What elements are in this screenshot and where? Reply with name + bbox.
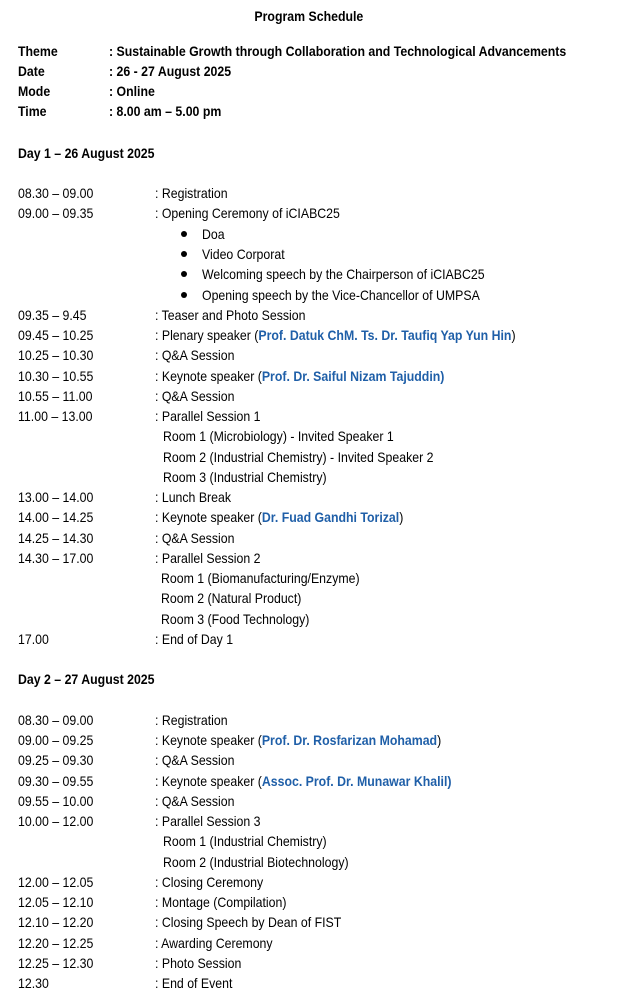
schedule-row <box>18 953 608 973</box>
schedule-row <box>18 811 608 831</box>
row-text: : Awarding Ceremony <box>155 935 273 951</box>
schedule-row <box>18 892 608 912</box>
speaker-name: Prof. Datuk ChM. Ts. Dr. Taufiq Yap Yun Hin <box>258 327 512 343</box>
room-item: Room 3 (Food Technology) <box>161 611 310 627</box>
row-time: 09.00 – 09.25 <box>18 732 94 748</box>
row-text: : Keynote speaker (Dr. Fuad Gandhi Torizal) <box>155 509 404 525</box>
row-time: 12.05 – 12.10 <box>18 894 94 910</box>
schedule-row <box>18 487 608 507</box>
row-text: : Keynote speaker (Prof. Dr. Rosfarizan Mohamad) <box>155 732 442 748</box>
meta-key: Theme <box>18 43 58 59</box>
schedule-row <box>18 366 608 386</box>
row-text: : Q&A Session <box>155 793 235 809</box>
room-item: Room 1 (Biomanufacturing/Enzyme) <box>161 570 360 586</box>
row-text: : Lunch Break <box>155 489 232 505</box>
row-text: : Registration <box>155 185 228 201</box>
row-text: : End of Day 1 <box>155 631 234 647</box>
row-text: : Parallel Session 2 <box>155 550 261 566</box>
day1-heading: Day 1 – 26 August 2025 <box>18 145 155 161</box>
row-time: 14.30 – 17.00 <box>18 550 94 566</box>
row-text: : Keynote speaker (Assoc. Prof. Dr. Munawar Khalil) <box>155 773 452 789</box>
meta-value: : 26 - 27 August 2025 <box>109 63 232 79</box>
row-text: : Q&A Session <box>155 752 235 768</box>
row-time: 09.00 – 09.35 <box>18 205 94 221</box>
row-time: 11.00 – 13.00 <box>18 408 93 424</box>
schedule-row <box>18 730 608 750</box>
room-item: Room 2 (Industrial Chemistry) - Invited Speaker 2 <box>163 449 434 465</box>
row-text: : Registration <box>155 712 228 728</box>
row-text: : End of Event <box>155 975 233 991</box>
row-text: : Photo Session <box>155 955 242 971</box>
row-text: : Teaser and Photo Session <box>155 307 306 323</box>
row-time: 08.30 – 09.00 <box>18 712 94 728</box>
room-item: Room 3 (Industrial Chemistry) <box>163 469 327 485</box>
row-time: 09.45 – 10.25 <box>18 327 94 343</box>
row-time: 13.00 – 14.00 <box>18 489 94 505</box>
row-text: : Closing Speech by Dean of FIST <box>155 914 342 930</box>
row-text: : Plenary speaker (Prof. Datuk ChM. Ts. Dr. Taufiq Yap Yun Hin) <box>155 327 516 343</box>
schedule-row <box>18 912 608 932</box>
schedule-row <box>18 629 608 649</box>
meta-value: : Sustainable Growth through Collaboration and Technological Advancements <box>109 43 567 59</box>
row-text: : Q&A Session <box>155 347 235 363</box>
row-text: : Closing Ceremony <box>155 874 264 890</box>
schedule-row <box>18 203 608 223</box>
room-item: Room 2 (Natural Product) <box>161 590 302 606</box>
row-text: : Opening Ceremony of iCIABC25 <box>155 205 340 221</box>
row-time: 14.25 – 14.30 <box>18 530 94 546</box>
schedule-row <box>18 933 608 953</box>
day2-heading: Day 2 – 27 August 2025 <box>18 671 155 687</box>
row-time: 14.00 – 14.25 <box>18 509 94 525</box>
row-time: 12.25 – 12.30 <box>18 955 94 971</box>
speaker-name: Prof. Dr. Rosfarizan Mohamad <box>261 732 438 748</box>
bullet-icon <box>181 271 187 277</box>
row-text: : Q&A Session <box>155 530 235 546</box>
meta-value: : Online <box>109 83 155 99</box>
speaker-name: Dr. Fuad Gandhi Torizal <box>261 509 400 525</box>
row-text: : Montage (Compilation) <box>155 894 287 910</box>
schedule-row <box>18 528 608 548</box>
meta-key: Date <box>18 63 45 79</box>
row-time: 12.30 <box>18 975 49 991</box>
row-time: 12.00 – 12.05 <box>18 874 94 890</box>
schedule-row <box>18 771 608 791</box>
schedule-row <box>18 973 608 993</box>
room-item: Room 1 (Microbiology) - Invited Speaker 1 <box>163 428 394 444</box>
schedule-row <box>18 872 608 892</box>
schedule-row <box>18 386 608 406</box>
schedule-row <box>18 305 608 325</box>
row-time: 08.30 – 09.00 <box>18 185 94 201</box>
row-time: 09.55 – 10.00 <box>18 793 94 809</box>
row-time: 09.25 – 09.30 <box>18 752 94 768</box>
row-time: 09.30 – 09.55 <box>18 773 94 789</box>
row-text: : Keynote speaker (Prof. Dr. Saiful Nizam Tajuddin) <box>155 368 445 384</box>
schedule-row <box>18 325 608 345</box>
speaker-name: Assoc. Prof. Dr. Munawar Khalil) <box>261 773 452 789</box>
room-item: Room 2 (Industrial Biotechnology) <box>163 854 349 870</box>
bullet-icon <box>181 251 187 257</box>
row-text: : Parallel Session 1 <box>155 408 261 424</box>
row-text: : Parallel Session 3 <box>155 813 261 829</box>
schedule-row <box>18 791 608 811</box>
schedule-row <box>18 548 608 568</box>
row-text: : Q&A Session <box>155 388 235 404</box>
bullet-icon <box>181 292 187 298</box>
row-time: 12.20 – 12.25 <box>18 935 94 951</box>
row-time: 09.35 – 9.45 <box>18 307 87 323</box>
schedule-row <box>18 507 608 527</box>
meta-key: Mode <box>18 83 51 99</box>
row-time: 10.25 – 10.30 <box>18 347 94 363</box>
schedule-row <box>18 345 608 365</box>
schedule-row <box>18 750 608 770</box>
bullet-icon <box>181 231 187 237</box>
row-time: 10.55 – 11.00 <box>18 388 93 404</box>
row-time: 10.00 – 12.00 <box>18 813 94 829</box>
schedule-row <box>18 710 608 730</box>
schedule-row <box>18 183 608 203</box>
meta-value: : 8.00 am – 5.00 pm <box>109 103 222 119</box>
room-item: Room 1 (Industrial Chemistry) <box>163 833 327 849</box>
page-title: Program Schedule <box>254 8 364 24</box>
speaker-name: Prof. Dr. Saiful Nizam Tajuddin) <box>261 368 445 384</box>
row-time: 10.30 – 10.55 <box>18 368 94 384</box>
schedule-row <box>18 406 608 426</box>
row-time: 17.00 <box>18 631 49 647</box>
meta-key: Time <box>18 103 47 119</box>
row-time: 12.10 – 12.20 <box>18 914 94 930</box>
